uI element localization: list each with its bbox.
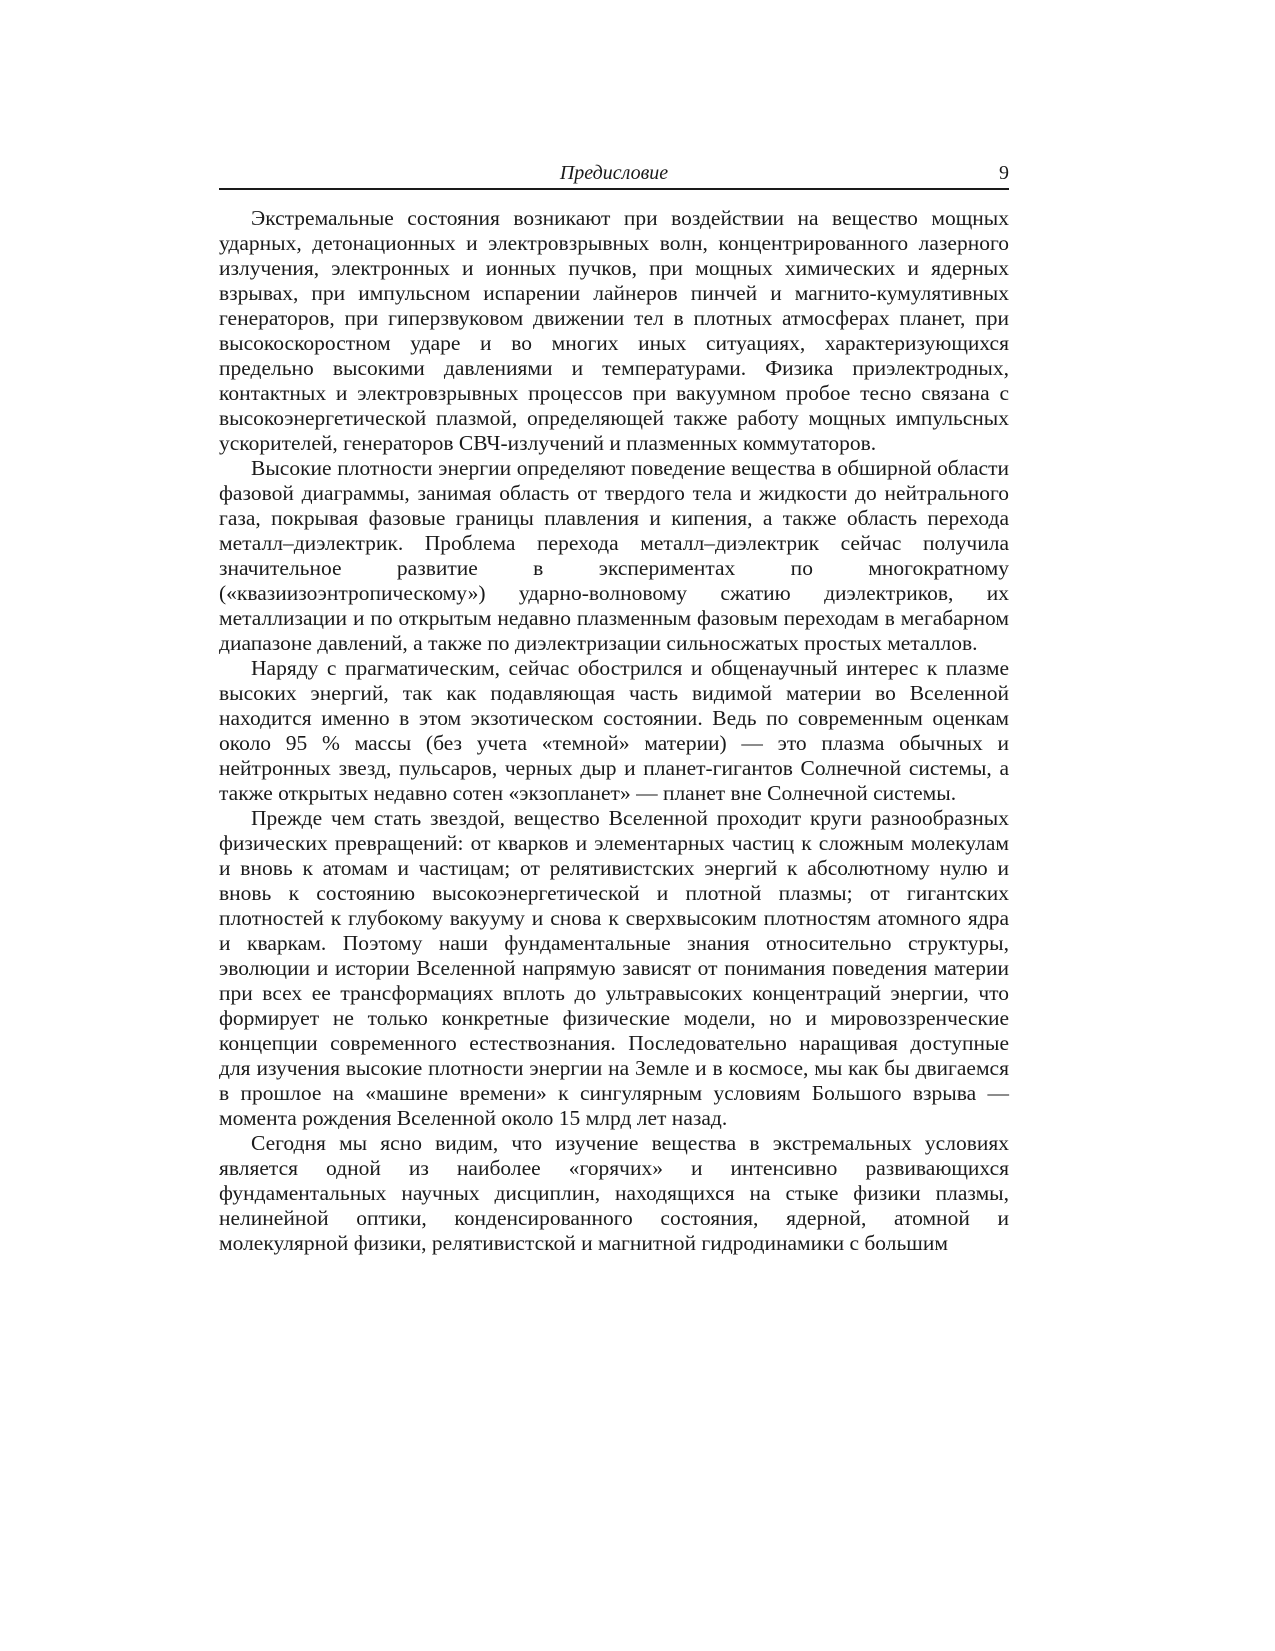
book-page <box>219 160 1009 1256</box>
paragraph: Сегодня мы ясно видим, что изучение вещества в экстремальных условиях является одной из наиболее «горячих» и интенсивно развивающихся фундаментальных научных дисциплин, находящихся на стыке физики плазмы, нелинейной оптики, конденсированного состояния, ядерной, атомной и молекулярной физики, релятивистской и магнитной гидродинамики с большим <box>219 1131 1009 1255</box>
running-head <box>219 160 1009 190</box>
paragraph: Прежде чем стать звездой, вещество Вселенной проходит круги разнообразных физических превращений: от кварков и элементарных частиц к сложным молекулам и вновь к атомам и частицам; от релятивистских энергий к абсолютному нулю и вновь к состоянию высокоэнергетической и плотной плазмы; от гигантских плотностей к глубокому вакууму и снова к сверхвысоким плотностям атомного ядра и кваркам. Поэтому наши фундаментальные знания относительно структуры, эволюции и истории Вселенной напрямую зависят от понимания поведения материи при всех ее трансформациях вплоть до ультравысоких концентраций энергии, что формирует не только конкретные физические модели, но и мировоззренческие концепции современного естествознания. Последовательно наращивая доступные для изучения высокие плотности энергии на Земле и в космосе, мы как бы двигаемся в прошлое на «машине времени» к сингулярным условиям Большого взрыва — момента рождения Вселенной около 15 млрд лет назад. <box>219 806 1009 1130</box>
paragraph: Высокие плотности энергии определяют поведение вещества в обширной области фазовой диаграммы, занимая область от твердого тела и жидкости до нейтрального газа, покрывая фазовые границы плавления и кипения, а также область перехода металл–диэлектрик. Проблема перехода металл–диэлектрик сейчас получила значительное развитие в экспериментах по многократному («квазиизоэнтропическому») ударно-волновому сжатию диэлектриков, их металлизации и по открытым недавно плазменным фазовым переходам в мегабарном диапазоне давлений, а также по диэлектризации сильносжатых простых металлов. <box>219 456 1009 655</box>
body-text <box>219 206 1009 1256</box>
page-number: 9 <box>999 162 1009 184</box>
paragraph: Экстремальные состояния возникают при воздействии на вещество мощных ударных, детонационных и электровзрывных волн, концентрированного лазерного излучения, электронных и ионных пучков, при мощных химических и ядерных взрывах, при импульсном испарении лайнеров пинчей и магнито-кумулятивных генераторов, при гиперзвуковом движении тел в плотных атмосферах планет, при высокоскоростном ударе и во многих иных ситуациях, характеризующихся предельно высокими давлениями и температурами. Физика приэлектродных, контактных и электровзрывных процессов при вакуумном пробое тесно связана с высокоэнергетической плазмой, определяющей также работу мощных импульсных ускорителей, генераторов СВЧ-излучений и плазменных коммутаторов. <box>219 206 1009 455</box>
paragraph: Наряду с прагматическим, сейчас обострился и общенаучный интерес к плазме высоких энергий, так как подавляющая часть видимой материи во Вселенной находится именно в этом экзотическом состоянии. Ведь по современным оценкам около 95 % массы (без учета «темной» материи) — это плазма обычных и нейтронных звезд, пульсаров, черных дыр и планет-гигантов Солнечной системы, а также открытых недавно сотен «экзопланет» — планет вне Солнечной системы. <box>219 656 1009 805</box>
chapter-title: Предисловие <box>559 162 669 184</box>
